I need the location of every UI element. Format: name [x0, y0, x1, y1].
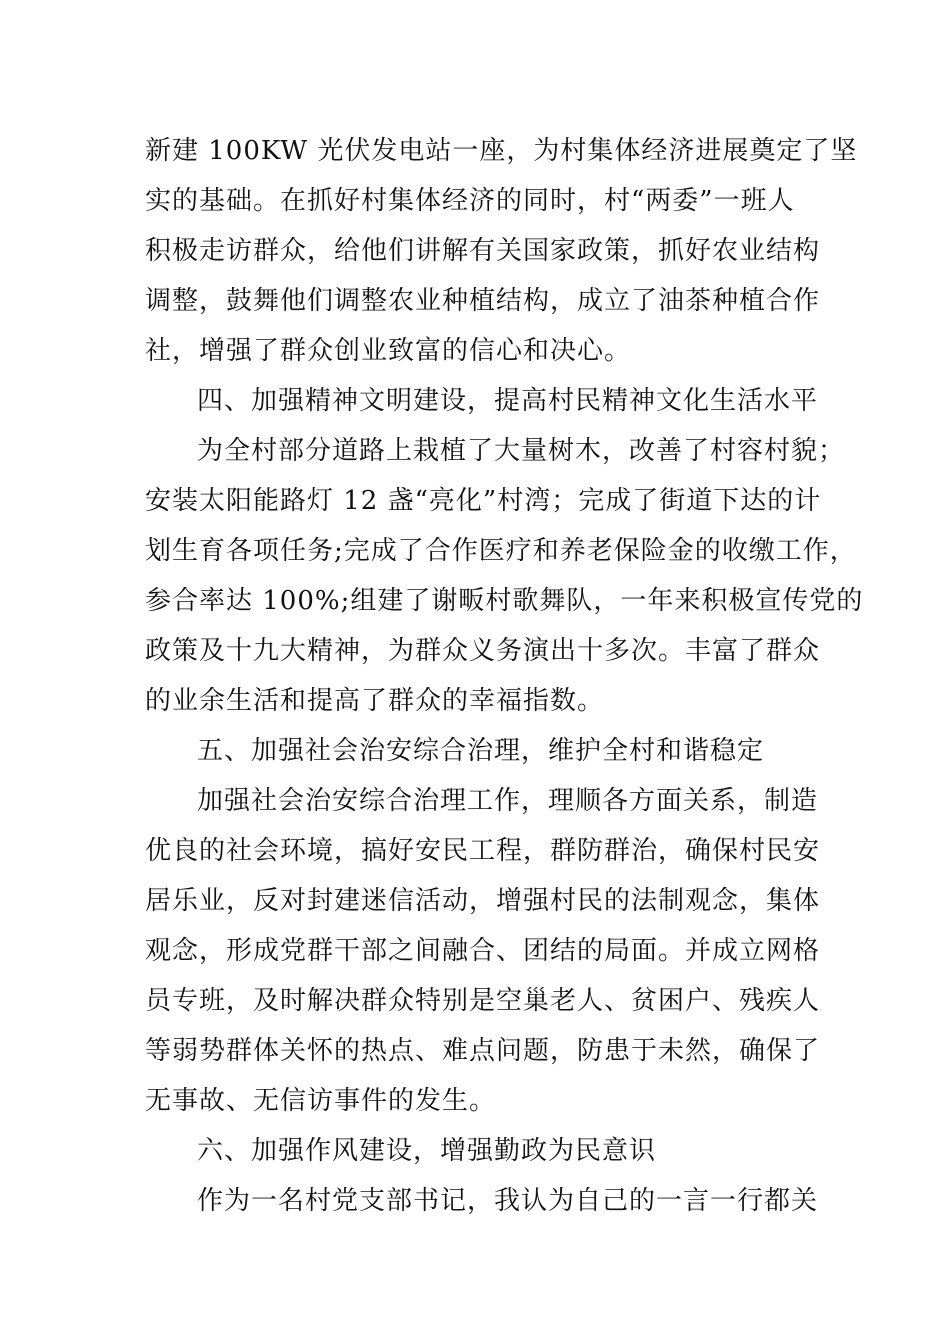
text-line: 员专班，及时解决群众特别是空巢老人、贫困户、残疾人 [145, 986, 821, 1016]
text-line: 划生育各项任务;完成了合作医疗和养老保险金的收缴工作， [145, 536, 857, 566]
text-line: 无事故、无信访事件的发生。 [145, 1086, 497, 1116]
text-line: 优良的社会环境，搞好安民工程，群防群治，确保村民安 [145, 836, 821, 866]
paragraph-start-line: 四、加强精神文明建设，提高村民精神文化生活水平 [197, 386, 819, 416]
text-line: 实的基础。在抓好村集体经济的同时，村“两委”一班人 [145, 186, 795, 216]
text-line: 新建 100KW 光伏发电站一座，为村集体经济进展奠定了坚 [145, 136, 858, 166]
paragraph-start-line: 为全村部分道路上栽植了大量树木，改善了村容村貌； [197, 436, 846, 466]
paragraph-start-line: 作为一名村党支部书记，我认为自己的一言一行都关 [197, 1186, 819, 1216]
text-line: 调整，鼓舞他们调整农业种植结构，成立了油茶种植合作 [145, 286, 821, 316]
paragraph-start-line: 加强社会治安综合治理工作，理顺各方面关系，制造 [197, 786, 819, 816]
text-line: 积极走访群众，给他们讲解有关国家政策，抓好农业结构 [145, 236, 821, 266]
paragraph-start-line: 六、加强作风建设，增强勤政为民意识 [197, 1136, 657, 1166]
text-line: 政策及十九大精神，为群众义务演出十多次。丰富了群众 [145, 636, 821, 666]
text-line: 等弱势群体关怀的热点、难点问题，防患于未然，确保了 [145, 1036, 821, 1066]
paragraph-start-line: 五、加强社会治安综合治理，维护全村和谐稳定 [197, 736, 765, 766]
text-line: 社，增强了群众创业致富的信心和决心。 [145, 336, 632, 366]
text-line: 居乐业，反对封建迷信活动，增强村民的法制观念，集体 [145, 886, 821, 916]
text-line: 安装太阳能路灯 12 盏“亮化”村湾；完成了街道下达的计 [145, 486, 822, 516]
text-line: 观念，形成党群干部之间融合、团结的局面。并成立网格 [145, 936, 821, 966]
text-line: 的业余生活和提高了群众的幸福指数。 [145, 686, 605, 716]
document-body [145, 126, 864, 1226]
text-line: 参合率达 100%;组建了谢畈村歌舞队，一年来积极宣传党的 [145, 586, 864, 616]
